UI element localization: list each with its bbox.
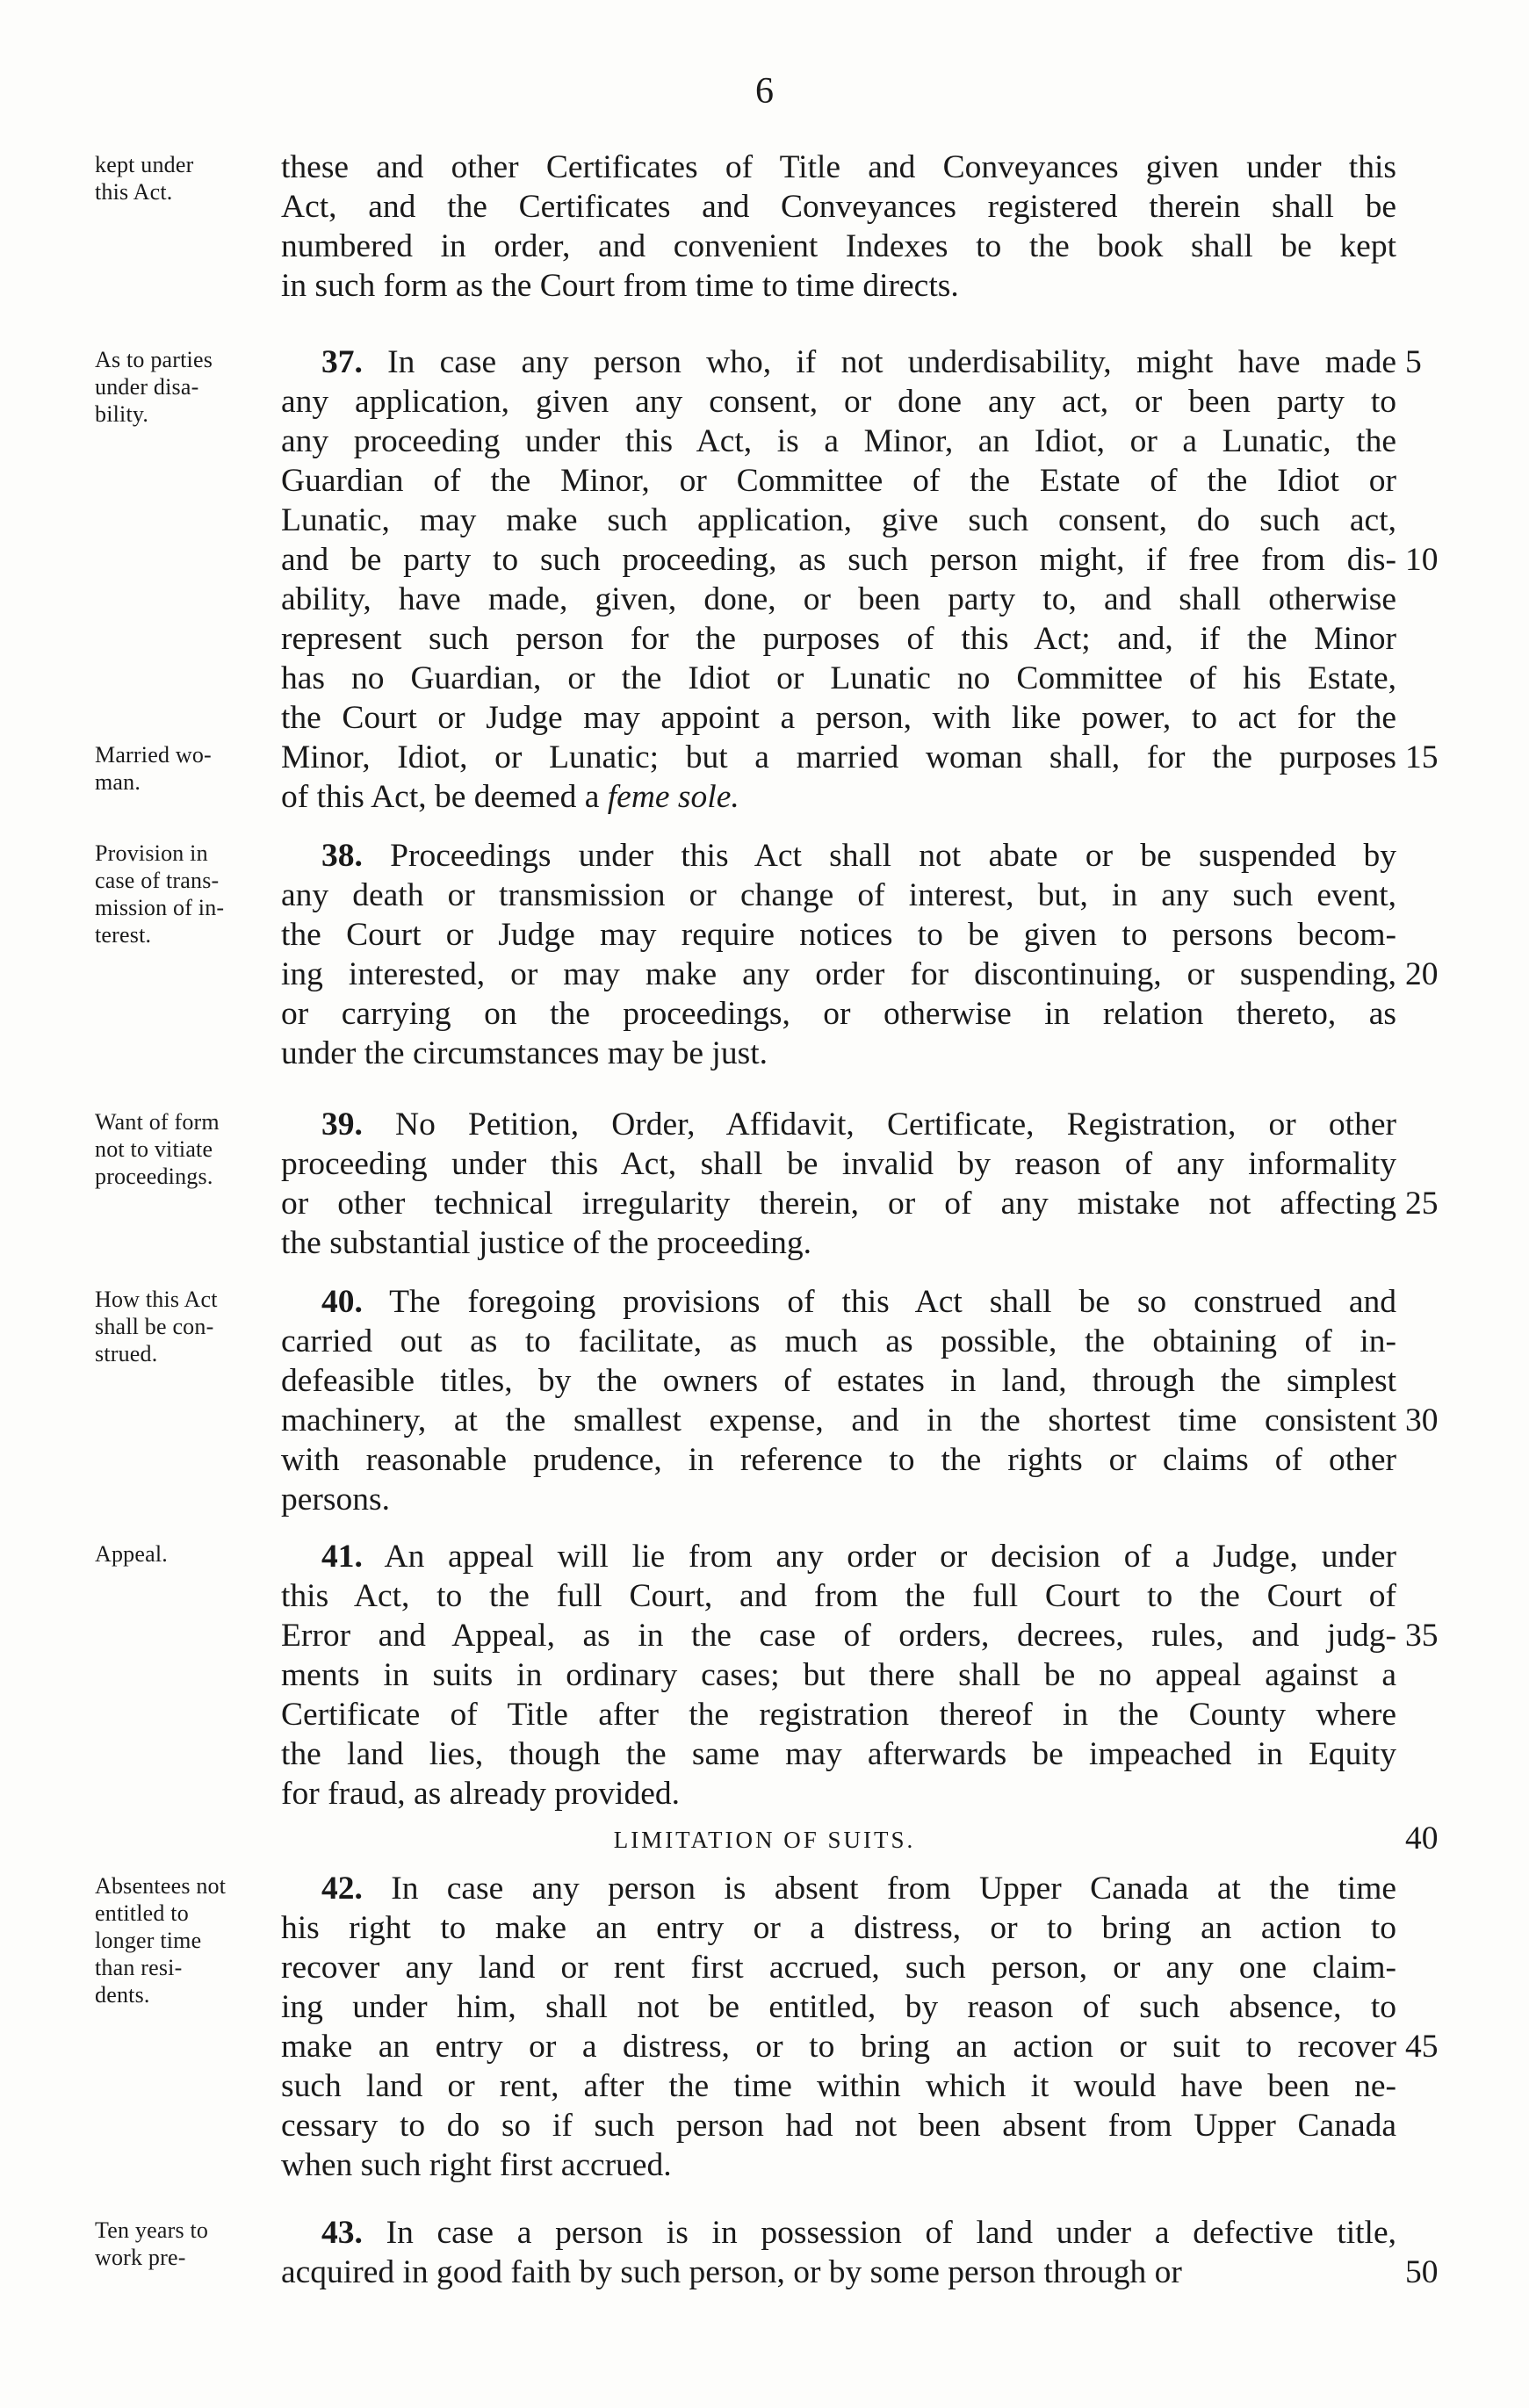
paragraph-line [281,580,1396,619]
paragraph-line [281,422,1396,461]
paragraph-line [281,1322,1396,1361]
line-text: and be party to such proceeding, as such person might, if free from dis- [281,542,1396,578]
italic-term: feme sole. [607,779,739,815]
line-text: this Act, to the full Court, and from the full Court to the Court of [281,1578,1396,1614]
paragraph-line [281,1401,1396,1440]
margin-note [95,840,275,948]
line-text: acquired in good faith by such person, or by some person through or [281,2254,1182,2290]
section-paragraph [281,2213,1396,2292]
section-number: 38. [321,838,363,874]
paragraph-line [281,836,1396,876]
line-text: has no Guardian, or the Idiot or Lunatic no Committee of his Estate, [281,660,1396,696]
line-number: 20 [1405,956,1439,992]
line-text: of this Act, be deemed a [281,779,608,815]
paragraph-line [281,1184,1396,1223]
paragraph-line [281,501,1396,540]
margin-note-line: this Act. [95,179,173,205]
line-text: or other technical irregularity therein, or of any mistake not affecting [281,1186,1396,1222]
line-text: the land lies, though the same may afterwards be impeached in Equity [281,1736,1396,1772]
section-number: 37. [321,344,363,380]
paragraph-line [281,2253,1396,2292]
margin-note [95,741,275,796]
paragraph-line [281,227,1396,266]
margin-note-line: shall be con- [95,1314,214,1339]
line-text: ing interested, or may make any order for discontinuing, or suspending, [281,956,1396,992]
line-text: under the circumstances may be just. [281,1035,768,1071]
section-paragraph [281,1105,1396,1263]
paragraph-line [281,1537,1396,1576]
line-number: 45 [1405,2029,1439,2065]
paragraph-line [281,187,1396,227]
line-text: Minor, Idiot, or Lunatic; but a married woman shall, for the purposes [281,739,1396,775]
paragraph-line [281,1105,1396,1144]
paragraph-line [281,1616,1396,1655]
section-paragraph [281,836,1396,1073]
section-paragraph [281,1282,1396,1519]
paragraph-line [281,1869,1396,1908]
paragraph-line [281,2106,1396,2145]
paragraph-line [281,1144,1396,1184]
line-text: machinery, at the smallest expense, and in the shortest time consistent [281,1402,1396,1438]
line-text: persons. [281,1482,390,1518]
line-number: 30 [1405,1402,1439,1438]
paragraph-line [281,382,1396,422]
line-text: In case a person is in possession of land under a defective title, [386,2215,1396,2251]
margin-note-line: under disa- [95,374,199,400]
line-text: recover any land or rent first accrued, such person, or any one claim- [281,1950,1396,1986]
paragraph-line [281,1034,1396,1073]
margin-note-line: than resi- [95,1955,183,1980]
line-text: represent such person for the purposes of this Act; and, if the Minor [281,621,1396,657]
paragraph-line [281,2066,1396,2106]
section-paragraph [281,1869,1396,2185]
line-text: In case any person is absent from Upper Canada at the time [391,1871,1397,1907]
paragraph-line [281,1480,1396,1519]
section-number: 42. [321,1871,363,1907]
line-text: An appeal will lie from any order or decision of a Judge, under [384,1539,1396,1575]
line-text: his right to make an entry or a distress, or to bring an action to [281,1910,1396,1946]
paragraph-line [281,461,1396,501]
page-number: 6 [755,71,774,112]
line-text: numbered in order, and convenient Indexes to the book shall be kept [281,228,1396,264]
margin-note-line: longer time [95,1928,202,1953]
margin-note-line: case of trans- [95,868,220,893]
margin-note-line: strued. [95,1341,158,1366]
margin-note [95,1872,275,2008]
paragraph-line [281,148,1396,187]
section-heading: LIMITATION OF SUITS. [613,1827,916,1853]
line-text: the substantial justice of the proceeding. [281,1225,811,1261]
paragraph-line [281,342,1396,382]
margin-note-line: bility. [95,401,149,427]
margin-note-line: Absentees not [95,1873,227,1899]
line-text: The foregoing provisions of this Act shall be so construed and [389,1284,1397,1320]
line-text: Guardian of the Minor, or Committee of the Estate of the Idiot or [281,463,1396,499]
margin-note-line: Want of form [95,1109,220,1135]
line-text: for fraud, as already provided. [281,1776,680,1812]
paragraph-line [281,1987,1396,2027]
margin-note [95,1286,275,1367]
line-text: defeasible titles, by the owners of estates in land, through the simplest [281,1363,1396,1399]
margin-note-line: work pre- [95,2245,186,2270]
margin-note-line: proceedings. [95,1164,213,1189]
line-number: 40 [1405,1820,1439,1856]
section-paragraph [281,1537,1396,1813]
margin-note [95,1108,275,1190]
margin-note-line: man. [95,769,141,795]
paragraph-line [281,1948,1396,1987]
line-text: with reasonable prudence, in reference to the rights or claims of other [281,1442,1396,1478]
line-text: in such form as the Court from time to time directs. [281,268,959,304]
paragraph-line [281,1695,1396,1734]
paragraph-line [281,540,1396,580]
section-number: 40. [321,1284,363,1320]
paragraph-line [281,1908,1396,1948]
margin-note [95,346,275,428]
line-text: when such right first accrued. [281,2147,672,2183]
line-text: the Court or Judge may appoint a person, with like power, to act for the [281,700,1396,736]
paragraph-line [281,619,1396,659]
margin-note-line: kept under [95,152,194,177]
line-text: Certificate of Title after the registration thereof in the County where [281,1697,1396,1733]
paragraph-line [281,915,1396,955]
line-text: such land or rent, after the time within which it would have been ne- [281,2068,1396,2104]
line-text: proceeding under this Act, shall be invalid by reason of any informality [281,1146,1396,1182]
paragraph-line [281,1440,1396,1480]
section-number: 39. [321,1107,363,1143]
paragraph-line [281,1774,1396,1813]
margin-note-line: How this Act [95,1287,218,1312]
line-text: any death or transmission or change of interest, but, in any such event, [281,877,1396,913]
paragraph-line [281,1576,1396,1616]
section-number: 43. [321,2215,363,2251]
line-number: 10 [1405,542,1439,578]
section-paragraph [281,342,1396,817]
margin-note [95,1540,275,1568]
paragraph-line [281,2027,1396,2066]
paragraph-line [281,738,1396,777]
line-text: In case any person who, if not underdisability, might have made [387,344,1396,380]
paragraph-line [281,698,1396,738]
margin-note-line: Ten years to [95,2217,209,2243]
margin-note-line: Married wo- [95,742,212,768]
line-text: Proceedings under this Act shall not abate or be suspended by [390,838,1396,874]
margin-note-line: dents. [95,1982,150,2008]
margin-note [95,2217,275,2271]
margin-note-line: mission of in- [95,895,225,920]
margin-note-line: As to parties [95,347,213,372]
paragraph-line [281,1361,1396,1401]
line-number: 50 [1405,2254,1439,2290]
margin-note-line: entitled to [95,1900,189,1926]
line-text: Lunatic, may make such application, give such consent, do such act, [281,502,1396,538]
line-text: No Petition, Order, Affidavit, Certificate, Registration, or other [395,1107,1396,1143]
line-text: Act, and the Certificates and Conveyances registered therein shall be [281,189,1396,225]
line-number: 25 [1405,1186,1439,1222]
line-number: 15 [1405,739,1439,775]
line-text: any proceeding under this Act, is a Minor, an Idiot, or a Lunatic, the [281,423,1396,459]
line-text: any application, given any consent, or done any act, or been party to [281,384,1396,420]
line-number: 5 [1405,344,1422,380]
line-number: 35 [1405,1618,1439,1654]
margin-note [95,151,275,205]
paragraph-line [281,1282,1396,1322]
paragraph-line [281,2145,1396,2185]
paragraph-line [281,994,1396,1034]
line-text: the Court or Judge may require notices to be given to persons becom- [281,917,1396,953]
paragraph-line [281,1655,1396,1695]
line-text: Error and Appeal, as in the case of orders, decrees, rules, and judg- [281,1618,1396,1654]
margin-note-line: Appeal. [95,1541,168,1567]
paragraph-line [281,266,1396,306]
line-text: ability, have made, given, done, or been party to, and shall otherwise [281,581,1396,617]
line-text: cessary to do so if such person had not been absent from Upper Canada [281,2108,1396,2144]
paragraph-line [281,1223,1396,1263]
margin-note-line: Provision in [95,840,208,866]
line-text: or carrying on the proceedings, or otherwise in relation thereto, as [281,996,1396,1032]
line-text: make an entry or a distress, or to bring an action or suit to recover [281,2029,1396,2065]
paragraph-line [281,876,1396,915]
paragraph-line [281,659,1396,698]
margin-note-line: terest. [95,922,152,948]
section-number: 41. [321,1539,363,1575]
paragraph-line [281,955,1396,994]
paragraph-line [281,1734,1396,1774]
line-text: ing under him, shall not be entitled, by reason of such absence, to [281,1989,1396,2025]
line-text: carried out as to facilitate, as much as possible, the obtaining of in- [281,1323,1396,1359]
margin-note-line: not to vitiate [95,1136,213,1162]
line-text: ments in suits in ordinary cases; but there shall be no appeal against a [281,1657,1396,1693]
line-text: these and other Certificates of Title and Conveyances given under this [281,149,1396,185]
paragraph-line [281,2213,1396,2253]
paragraph-line [281,777,1396,817]
section-paragraph [281,148,1396,306]
